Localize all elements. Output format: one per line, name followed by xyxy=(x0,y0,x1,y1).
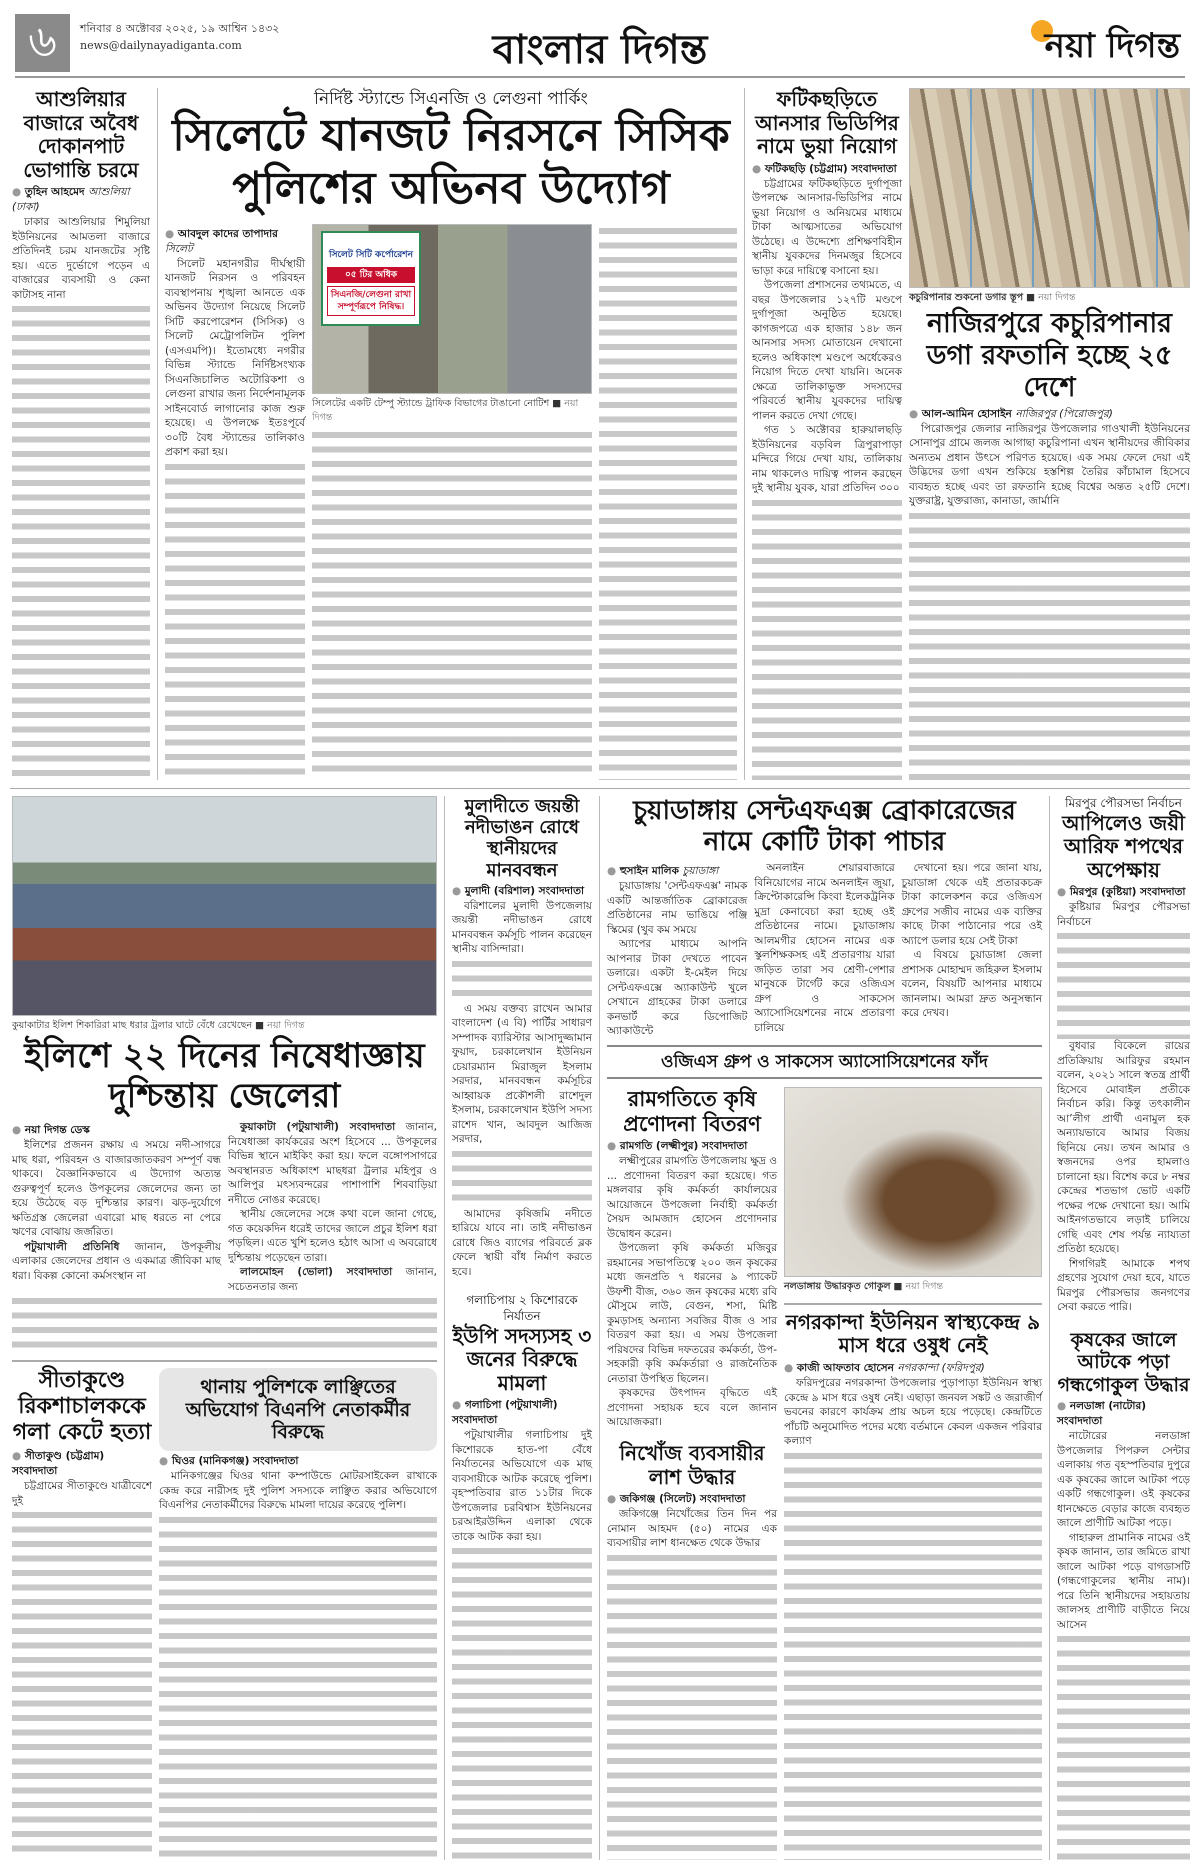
column-rule xyxy=(157,88,158,780)
body: নাটোরের নলডাঙ্গা উপজেলার পিপরুল সেন্টার এলাকায় গত বৃহস্পতিবার দুপুরে এক কৃষকের জালে আটকা পড়ে একটি গন্ধগোকুল। ওই কৃষকের ধানক্ষেতে বেড়ার কাজে ব্যবহৃত জালে প্রাণীটি আটকা পড়ে। xyxy=(1057,1430,1190,1530)
article-ashulia xyxy=(12,88,150,780)
body-text-lines xyxy=(784,1449,1042,1860)
body-text-lines xyxy=(452,1544,592,1860)
body-text-lines xyxy=(12,1508,152,1860)
body: জকিগঞ্জে নিখোঁজের তিন দিন পর নোমান আহমদ (৫০) নামের এক ব্যবসায়ীর লাশ ধানক্ষেত থেকে উদ্ধার xyxy=(607,1508,777,1550)
gokul-photo xyxy=(784,1087,1042,1277)
body: চট্টগ্রামের সীতাকুণ্ডে যাত্রীবেশে দুই xyxy=(12,1480,152,1507)
sylhet-columns xyxy=(165,224,737,780)
column-c-lower xyxy=(607,1087,1042,1860)
body: পটুয়াখালী প্রতিনিধি জানান, উপকূলীয় এলাকার জেলেদের প্রধান ও একমাত্র জীবিকা মাছ ধরা। বিকল্প কোনো কর্মসংস্থান না xyxy=(12,1240,221,1282)
body: কুষ্টিয়ার মিরপুর পৌরসভা নির্বাচনে xyxy=(1057,901,1190,928)
body: কৃষকদের উৎপাদন বৃদ্ধিতে এই প্রণোদনা সহায়ক হবে বলে জানান আয়োজকরা। xyxy=(607,1387,777,1429)
box-headline: ওজিএস গ্রুপ ও সাকসেস অ্যাসোসিয়েশনের ফাঁদ xyxy=(661,1051,988,1072)
byline: ● জকিগঞ্জ (সিলেট) সংবাদদাতা xyxy=(607,1492,777,1507)
article-sylhet xyxy=(165,88,737,780)
kicker: নির্দিষ্ট স্ট্যান্ডে সিএনজি ও লেগুনা পার্কিং xyxy=(314,89,588,109)
row-divider xyxy=(10,788,1190,789)
body: ফরিদপুরের নগরকান্দা উপজেলার পুড়াপাড়া ইউনিয়ন স্বাস্থ্য কেন্দ্রে ৯ মাস ধরে ওষুধ নেই। এছাড়া জনবল সঙ্কট ও জরাজীর্ণ ভবনের কারণে কার্যক্রম প্রায় অচল হয়ে পড়েছে। কেন্দ্রটিতে পাঁচটি অনুমোদিত পদের মধ্যে বর্তমানে কেবল একজন পরিবার কল্যাণ xyxy=(784,1377,1042,1448)
dateline xyxy=(80,20,279,54)
body: উপজেলা কৃষি কর্মকর্তা মজিবুর রহমানের সভাপতিত্বে ২০০ জন কৃষকের মধ্যে জনপ্রতি ৭ ধরনের ৯ প্যাকেট উফশী বীজ, ৩৬০ জন কৃষকের মধ্যে রবি মৌসুমে লাউ, বেগুন, শসা, মিষ্টি কুমড়াসহ অন্যান্য সবজির বীজ ও সার বিতরণ করা হয়। এ সময় উপজেলা পরিষদের বিভিন্ন দফতরের কর্মকর্তা, উপ-সহকারী কৃষি কর্মকর্তারা ও রাজনৈতিক নেতারা উপস্থিত ছিলেন। xyxy=(607,1242,777,1385)
chuadanga-column-2 xyxy=(754,861,894,1039)
article-thana xyxy=(159,1368,437,1860)
body-text-lines xyxy=(1057,1632,1190,1860)
section-title: বাংলার দিগন্ত xyxy=(492,26,708,73)
body: বুধবার বিকেলে রায়ের প্রতিক্রিয়ায় আরিফুর রহমান বলেন, ২০২১ সালে স্বতন্ত্র প্রার্থী হিসেবে মোবাইল প্রতীকে নির্বাচন করি। কিন্তু তৎকালীন আ’লীগ প্রার্থী এনামুল হক অন্যায়ভাবে আমার বিজয় ছিনিয়ে নেয়। তখন আমার ও স্বজনদের ওপর হামলাও চালানো হয়। বিশেষ করে ৮ নম্বর কেন্দ্রের শতভাগ ভোট একটি পক্ষের পক্ষে দেখানো হয়। আমি আইনগতভাবে লড়াই চালিয়ে গেছি এবং শেষ পর্যন্ত ন্যায্যতা প্রতিষ্ঠা হয়েছে। xyxy=(1057,1040,1190,1256)
chuadanga-column-1 xyxy=(607,861,747,1039)
body-text-lines xyxy=(165,460,305,780)
mirpur-headline: আপিলেও জয়ী আরিফ শপথের অপেক্ষায় xyxy=(1062,810,1185,882)
ramgati-headline: রামগতিতে কৃষি প্রণোদনা বিতরণ xyxy=(623,1086,761,1136)
headline: সীতাকুণ্ডে রিকশাচালককে গলা কেটে হত্যা xyxy=(12,1368,152,1446)
sylhet-column-1 xyxy=(165,224,305,780)
column-rule xyxy=(1049,796,1050,1860)
divider xyxy=(12,1360,437,1362)
byline: ● ঘিওর (মানিকগঞ্জ) সংবাদদাতা xyxy=(159,1454,437,1469)
column-rule xyxy=(444,796,445,1860)
nazirpur-photo-straps xyxy=(910,89,1189,287)
divider xyxy=(784,1303,1042,1305)
column-b xyxy=(452,796,592,1860)
muladi-headline: মুলাদীতে জয়ন্তী নদীভাঙন রোধে স্থানীয়দের মানববন্ধন xyxy=(464,796,580,881)
byline: ● কাজী আফতাব হোসেন নগরকান্দা (ফরিদপুর) xyxy=(784,1361,1042,1376)
body-text-lines xyxy=(312,428,592,780)
column-d xyxy=(1057,796,1190,1860)
body: গত ১ অক্টোবর হারুয়ালছড়ি ইউনিয়নের বড়বিল ত্রিপুরাপাড়া মন্দিরে গিয়ে দেখা যায়, তালিকায় নাম থাকলেও দায়িত্ব পালন করছেন দুই স্থানীয় যুবক, যারা প্রতিদিন ৩০০ xyxy=(752,424,902,495)
body: অ্যাপের মাধ্যমে আপনি আপনার টাকা দেখতে পাবেন ডলারে। একটা ই-মেইল দিয়ে সেন্টএফএক্সে অ্যাকাউন্ট খুলে সেখানে গ্রাহকের টাকা ডলারে কনভার্ট করে ডিপোজিট অ্যাকাউন্টে xyxy=(607,938,748,1038)
sylhet-column-3 xyxy=(599,224,737,780)
logo-text: নয়া দিগন্ত xyxy=(1044,26,1180,66)
ilish-columns xyxy=(12,1120,437,1294)
spacer xyxy=(452,1279,592,1293)
body: পিরোজপুর জেলার নাজিরপুর উপজেলার গাওখালী ইউনিয়নের সোনাপুর গ্রামে জলজ আগাছা কচুরিপানা এখন স্থানীয়দের জীবিকার অন্যতম প্রধান উৎসে পরিণত হয়েছে। এক সময় ফেলে দেয়া এই উদ্ভিদের ডগা এখন শুকিয়ে হস্তশিল্প তৈরির কাঁচামাল হিসেবে ব্যবহৃত হচ্ছে এবং তা রফতানি হচ্ছে বিশ্বের অন্তত ২৫টি দেশে। যুক্তরাষ্ট্র, যুক্তরাজ্য, কানাডা, জার্মানি xyxy=(909,422,1190,508)
headline: নাজিরপুরে কচুরিপানার ডগা রফতানি হচ্ছে ২৫ দেশে xyxy=(926,308,1173,403)
headline: আশুলিয়ার বাজারে অবৈধ দোকানপাট ভোগান্তি চরমে xyxy=(23,87,139,182)
body: পটুয়াখালীর গলাচিপায় দুই কিশোরকে হাত-পা বেঁধে নির্যাতনের অভিযোগে এক মাছ ব্যবসায়ীকে আটক করেছে পুলিশ। বৃহস্পতিবার রাত ১১টার দিকে উপজেলার চরবিশ্বাস ইউনিয়নের চরআইরউদ্দিন এলাকা থেকে তাকে আটক করা হয়। xyxy=(452,1429,592,1543)
sign-limit: ০৫ টির অধিক xyxy=(327,267,415,283)
body: ঢাকার আশুলিয়ার শিমুলিয়া ইউনিয়নের আমতলা বাজারে প্রতিদিনই চরম যানজটের সৃষ্টি হয়। এতে দুর্ভোগে পড়েন এ বাজারের ব্যবসায়ী ও কেনা কাটাসহ নানা xyxy=(12,216,150,301)
body: দেখানো হয়। পরে জানা যায়, চুয়াডাঙ্গা থেকে এই প্রতারকচক্র টাকা কালেকশন করে ওজিএস গ্রুপের সজীব নামের এক ব্যক্তির কাছে টাকা পাঠানোর পরে ওই অ্যাপে ডলার হয়ে সেই টাকা xyxy=(901,862,1042,947)
chuadanga-column-3 xyxy=(902,861,1042,1039)
top-row xyxy=(12,88,1190,780)
page-number: ৬ xyxy=(15,14,70,72)
body: লক্ষ্মীপুরের রামগতি উপজেলায় ক্ষুদ্র ও ... প্রণোদনা বিতরণ করা হয়েছে। গত মঙ্গলবার কৃষি কর্মকর্তা কার্যালয়ের আয়োজনে উপজেলা নির্বাহী কর্মকর্তা সৈয়দ আমজাদ হোসেন প্রণোদনার উদ্বোধন করেন। xyxy=(607,1155,777,1240)
body-text-lines xyxy=(607,1551,777,1860)
column-c-right xyxy=(784,1087,1042,1860)
body-text-lines xyxy=(452,957,592,1002)
fishing-boats-photo xyxy=(12,796,437,1016)
byline: ● আল-আমিন হোসাইন নাজিরপুর (পিরোজপুর) xyxy=(909,407,1190,422)
column-c-left xyxy=(607,1087,777,1860)
headline: সিলেটে যানজট নিরসনে সিসিক পুলিশের অভিনব উদ্যোগ xyxy=(172,110,730,214)
article-nazirpur xyxy=(909,88,1190,780)
byline: ● রামগতি (লক্ষ্মীপুর) সংবাদদাতা xyxy=(607,1139,777,1154)
byline: ● তুহিন আহমেদ আশুলিয়া (ঢাকা) xyxy=(12,185,150,215)
body: ইলিশের প্রজনন রক্ষায় এ সময়ে নদী-সাগরে মাছ ধরা, পরিবহন ও বাজারজাতকরণ সম্পূর্ণ বন্ধ থাকবে। বৈজ্ঞানিকভাবে এ উদ্যোগ অত্যন্ত গুরুত্বপূর্ণ হলেও উপকূলের জেলেদের জন্য তা হয়ে উঠেছে বড় দুশ্চিন্তার কারণ। ঝড়-দুর্যোগে ক্ষতিগ্রস্ত জেলেরা এবারো মাছ ধরতে না পেরে ঋণের বোঝায় জর্জরিত। xyxy=(12,1139,221,1239)
email-link[interactable]: news@dailynayadiganta.com xyxy=(80,39,242,52)
byline: ● গলাচিপা (পটুয়াখালী) সংবাদদাতা xyxy=(452,1398,592,1428)
body: সিলেট মহানগরীর দীর্ঘস্থায়ী যানজট নিরসন ও পরিবহন ব্যবস্থাপনায় শৃঙ্খলা আনতে এক অভিনব উদ্যোগ নিয়েছে সিলেট সিটি করপোরেশন (সিসিক) ও সিলেট মেট্রোপলিটন পুলিশ (এসএমপি)। ইতোমধ্যে নগরীর বিভিন্ন স্ট্যান্ডে নির্দিষ্টসংখ্যক সিএনজিচালিত অটোরিকশা ও লেগুনা রাখার জন্য নির্দেশনামূলক সাইনবোর্ড লাগানোর কাজ শুরু হয়েছে। এ উপলক্ষে ইতঃপূর্বে ৩০টি বৈধ স্ট্যান্ডের তালিকাও প্রকাশ করা হয়। xyxy=(165,257,305,459)
notice-sign xyxy=(321,231,421,326)
photo-caption: কচুরিপানার শুকনো ডগার স্তূপ ■ নয়া দিগন্ত xyxy=(909,292,1076,303)
body-text-lines xyxy=(752,496,902,780)
body: অনলাইন শেয়ারবাজারে বিনিয়োগের নামে অনলাইন জুয়া, ক্রিপ্টোকারেন্সি কিংবা ইলেকট্রনিক মুদ্রা কেনাবেচা করা হচ্ছে ওই প্রতিষ্ঠানের নামে। চুয়াডাঙ্গায় আলমগীর হোসেন নামের এক স্কুলশিক্ষকসহ এই প্রতারণায় যারা জড়িত তারা সব শ্রেণী-পেশার মানুষকে টার্গেট করে ওজিএস গ্রুপ ও সাকসেস অ্যাসোসিয়েশনের নামে প্রতারণা চালিয়ে xyxy=(754,862,895,1034)
photo-caption: কুয়াকাটার ইলিশ শিকারিরা মাছ ধরার ট্রলার ঘাটে বেঁধে রেখেছেন ■ নয়া দিগন্ত xyxy=(12,1020,305,1031)
byline: ● নয়া দিগন্ত ডেস্ক xyxy=(12,1123,221,1138)
body: মানিকগঞ্জের ঘিওর থানা কম্পাউন্ডে মোটরসাইকেল রাখাকে কেন্দ্র করে নারীসহ দুই পুলিশ সদস্যকে লাঞ্ছিত করার অভিযোগে বিএনপির নেতাকর্মীদের বিরুদ্ধে মামলা দায়ের করেছে পুলিশ। xyxy=(159,1470,437,1512)
bottom-row xyxy=(12,796,1190,1860)
headline: ফটিকছড়িতে আনসার ভিডিপির নামে ভুয়া নিয়োগ xyxy=(755,87,899,159)
chuadanga-headline: চুয়াডাঙ্গায় সেন্টএফএক্স ব্রোকারেজের নামে কোটি টাকা পাচার xyxy=(633,796,1016,857)
byline: ● সীতাকুণ্ড (চট্টগ্রাম) সংবাদদাতা xyxy=(12,1449,152,1479)
gokul-headline: কৃষকের জালে আটকে পড়া গন্ধগোকুল উদ্ধার xyxy=(1057,1328,1190,1396)
body-text-lines xyxy=(599,224,737,780)
body: কুয়াকাটা (পটুয়াখালী) সংবাদদাতা জানান, নিষেধাজ্ঞা কার্যকরের অংশ হিসেবে ... উপকূলের বিভিন্ন স্থানে মাইকিং করা হয়। ফলে বঙ্গোপসাগরে অবস্থানরত অধিকাংশ মাছধরা ট্রলার মহিপুর ও আলিপুর মৎস্যবন্দরের পাশাপাশি শিববাড়িয়া নদীতে নোঙর করেছে। xyxy=(228,1121,437,1206)
nikhoj-headline: নিখোঁজ ব্যবসায়ীর লাশ উদ্ধার xyxy=(619,1440,765,1489)
photo-caption: সিলেটের একটি টেম্পু স্ট্যান্ডে ট্রাফিক বিভাগের টাঙানো নোটিশ ■ নয়া দিগন্ত xyxy=(312,397,579,423)
article-sitakunda xyxy=(12,1368,152,1860)
byline: ● আবদুল কাদের তাপাদার সিলেট xyxy=(165,227,305,257)
body: এ বিষয়ে চুয়াডাঙ্গা জেলা প্রশাসক মোহাম্মদ জহিরুল ইসলাম বলেন, বিষয়টি আপনার মাধ্যমে জানলাম। আমরা দ্রুত অনুসন্ধান করে দেখব। xyxy=(901,949,1042,1020)
body-text-lines xyxy=(452,1147,592,1207)
thana-headline: থানায় পুলিশকে লাঞ্ছিতের অভিযোগ বিএনপি নেতাকর্মীর বিরুদ্ধে xyxy=(159,1368,437,1451)
sylhet-column-2 xyxy=(312,224,592,780)
photo-caption: নলডাঙ্গায় উদ্ধারকৃত গোকুল ■ নয়া দিগন্ত xyxy=(784,1280,943,1292)
column-rule xyxy=(599,796,600,1860)
byline: ● মিরপুর (কুষ্টিয়া) সংবাদদাতা xyxy=(1057,885,1190,900)
body: এ সময় বক্তব্য রাখেন আমার বাংলাদেশ (এ বি) পার্টির সাধারণ সম্পাদক ব্যারিস্টার আসাদুজ্জামান ফুয়াদ, চরকালেখান ইউনিয়ন চেয়ারম্যান মিরাজুল ইসলাম সরদার, মানববন্ধন কর্মসূচির আহ্বায়ক প্রকৌশলী রাশেদুল ইসলাম, চরকালেখান ইউপি সদস্য রাশেদ খান, আবদুল আজিজ সরদার, xyxy=(452,1002,592,1146)
byline: ● হুসাইন মালিক চুয়াডাঙ্গা xyxy=(607,864,747,879)
mirpur-kicker: মিরপুর পৌরসভা নির্বাচন xyxy=(1065,796,1182,810)
ilish-column-1 xyxy=(12,1120,221,1294)
body: চট্টগ্রামের ফটিকছড়িতে দুর্গাপূজা উপলক্ষে আনসার-ভিডিপির নামে ভুয়া নিয়োগ ও অনিয়মের মাধ্যমে টাকা আত্মসাতের অভিযোগ উঠেছে। এ উদ্দেশ্যে প্রশিক্ষণবিহীন স্থানীয় যুবকদের দিনমজুর হিসেবে ভাড়া করে দায়িত্বে বসানো হয়। xyxy=(752,177,902,277)
byline: ● নলডাঙ্গা (নাটোর) সংবাদদাতা xyxy=(1057,1399,1190,1429)
sylhet-photo xyxy=(312,224,592,394)
body: বরিশালের মুলাদী উপজেলায় জয়ন্তী নদীভাঙন রোধে মানববন্ধন কর্মসূচি পালন করেছেন স্থানীয় বাসিন্দারা। xyxy=(452,899,592,956)
article-fatikchhari xyxy=(752,88,902,780)
body-text-lines xyxy=(1057,929,1190,1039)
body-text-lines xyxy=(12,1294,437,1354)
date: শনিবার ৪ অক্টোবর ২০২৫, ১৯ আশ্বিন ১৪৩২ xyxy=(80,22,280,35)
ilish-headline: ইলিশে ২২ দিনের নিষেধাজ্ঞায় দুশ্চিন্তায় জেলেরা xyxy=(24,1036,425,1117)
body: আমাদের কৃষিজমি নদীতে হারিয়ে যাবে না। তাই নদীভাঙন রোধে জিও ব্যাগের পরিবর্তে ব্লক ফেলে স্থায়ী বাঁধ নির্মাণ করতে হবে। xyxy=(452,1207,592,1278)
nazirpur-photo xyxy=(909,88,1190,288)
ilish-column-2 xyxy=(228,1120,437,1294)
sign-text: সিএনজি/লেগুনা রাখা সম্পূর্ণরূপে নিষিদ্ধ। xyxy=(327,286,415,316)
byline: ● মুলাদী (বরিশাল) সংবাদদাতা xyxy=(452,884,592,899)
body: শিগগিরই আমাকে শপথ গ্রহণের সুযোগ দেয়া হবে, যাতে মিরপুর পৌরসভার জনগণের সেবা করতে পারি। xyxy=(1057,1257,1190,1314)
column-a xyxy=(12,796,437,1860)
body-text-lines xyxy=(12,302,150,780)
newspaper-logo xyxy=(1031,20,1180,77)
golachipa-kicker: গলাচিপায় ২ কিশোরকে নির্যাতন xyxy=(466,1293,578,1324)
golachipa-headline: ইউপি সদস্যসহ ৩ জনের বিরুদ্ধে মামলা xyxy=(452,1323,592,1395)
sign-title: সিলেট সিটি কর্পোরেশন xyxy=(329,249,413,260)
body: চুয়াডাঙ্গায় 'সেন্টএফএক্স' নামক একটি আন্তর্জাতিক ব্রোকারেজ প্রতিষ্ঠানের নাম ভাঙিয়ে পঞ্জি স্কিমের (খুব কম সময়ে xyxy=(607,880,748,936)
masthead-divider xyxy=(15,76,1185,78)
chuadanga-columns xyxy=(607,861,1042,1039)
body: লালমোহন (ভোলা) সংবাদদাতা জানান, সচেতনতার জন্য xyxy=(228,1266,437,1293)
column-a-lower xyxy=(12,1368,437,1860)
spacer xyxy=(1057,1315,1190,1329)
body: স্থানীয় জেলেদের সঙ্গে কথা বলে জানা গেছে, গত কয়েকদিন ধরেই তাদের জালে প্রচুর ইলিশ ধরা পড়ছিল। এতে খুশি হলেও হঠাৎ আসা এ অবরোধে দুশ্চিন্তায় পড়েছেন তারা। xyxy=(228,1208,437,1264)
body-text-lines xyxy=(909,509,1190,780)
column-c xyxy=(607,796,1042,1860)
nagarkanda-headline: নগরকান্দা ইউনিয়ন স্বাস্থ্যকেন্দ্র ৯ মাস ধরে ওষুধ নেই xyxy=(785,1309,1041,1358)
body: গাহারুল প্রামানিক নামের ওই কৃষক জানান, তার জমিতে রাখা জালে আটকা পড়ে বাগডাসটি (গন্ধগোকুলের স্থানীয় নাম)। পরে তিনি স্থানীয়দের সহায়তায় জালসহ প্রাণীটি বাড়ীতে নিয়ে আসেন xyxy=(1057,1531,1190,1631)
body: উপজেলা প্রশাসনের তথ্যমতে, এ বছর উপজেলার ১২৭টি মণ্ডপে দুর্গাপূজা অনুষ্ঠিত হয়েছে। কাগজপত্রে এক হাজার ১৪৮ জন আনসার সদস্য মোতায়েন দেখানো হলেও অধিকাংশ মণ্ডপে অর্ধেকেরও নিয়োগ দিতে দেখা যায়নি। অনেক ক্ষেত্রে তালিকাভুক্ত সদস্যদের পরিবর্তে স্থানীয় যুবকদের দায়িত্ব পালন করতে দেখা গেছে। xyxy=(752,279,902,422)
ogs-box xyxy=(607,1045,1042,1079)
body-text-lines xyxy=(159,1513,437,1860)
column-rule xyxy=(744,88,745,780)
byline: ● ফটিকছড়ি (চট্টগ্রাম) সংবাদদাতা xyxy=(752,162,902,177)
